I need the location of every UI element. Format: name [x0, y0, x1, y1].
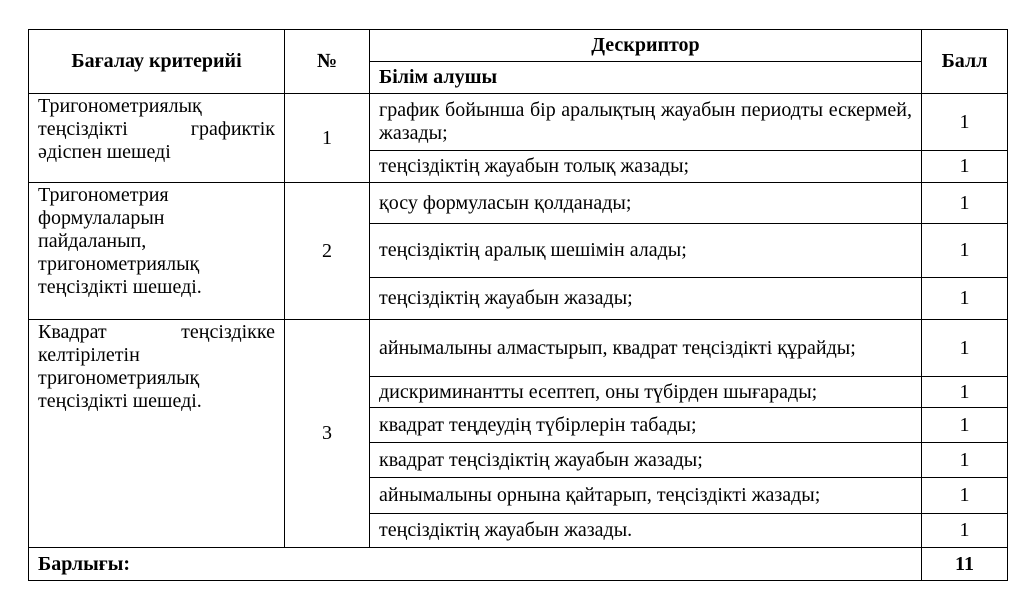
score-cell: 1	[922, 320, 1008, 377]
score-cell: 1	[922, 377, 1008, 408]
criterion-number: 3	[285, 320, 370, 548]
criterion-number: 1	[285, 94, 370, 183]
table-row	[29, 94, 1008, 151]
descriptor-cell: дискриминантты есептеп, оны түбірден шығарады;	[370, 377, 922, 408]
descriptor-cell: график бойынша бір аралықтың жауабын периодты ескермей, жазады;	[370, 94, 922, 151]
descriptor-cell: теңсіздіктің аралық шешімін алады;	[370, 224, 922, 278]
table-row	[29, 320, 1008, 377]
assessment-rubric-table	[28, 29, 1008, 581]
score-cell: 1	[922, 183, 1008, 224]
table-row	[29, 183, 1008, 224]
descriptor-cell: теңсіздіктің жауабын толық жазады;	[370, 151, 922, 183]
descriptor-cell: теңсіздіктің жауабын жазады.	[370, 514, 922, 548]
score-header: Балл	[922, 30, 1008, 94]
header-row	[29, 30, 1008, 62]
number-header: №	[285, 30, 370, 94]
criterion-cell: Тригонометриялық теңсіздікті графиктік әдіспен шешеді	[29, 94, 285, 183]
descriptor-cell: қосу формуласын қолданады;	[370, 183, 922, 224]
descriptor-header: Дескриптор	[370, 30, 922, 62]
criterion-cell: Тригонометрия формулаларын пайдаланып, тригонометриялық теңсіздікті шешеді.	[29, 183, 285, 320]
total-row	[29, 548, 1008, 581]
criterion-header: Бағалау критерийі	[29, 30, 285, 94]
descriptor-cell: айнымалыны орнына қайтарып, теңсіздікті жазады;	[370, 478, 922, 514]
descriptor-cell: квадрат теңдеудің түбірлерін табады;	[370, 408, 922, 443]
total-value: 11	[922, 548, 1008, 581]
descriptor-cell: квадрат теңсіздіктің жауабын жазады;	[370, 443, 922, 478]
score-cell: 1	[922, 224, 1008, 278]
score-cell: 1	[922, 278, 1008, 320]
descriptor-cell: теңсіздіктің жауабын жазады;	[370, 278, 922, 320]
score-cell: 1	[922, 478, 1008, 514]
score-cell: 1	[922, 443, 1008, 478]
total-label: Барлығы:	[29, 548, 922, 581]
score-cell: 1	[922, 514, 1008, 548]
criterion-number: 2	[285, 183, 370, 320]
descriptor-subheader: Білім алушы	[370, 62, 922, 94]
score-cell: 1	[922, 94, 1008, 151]
descriptor-cell: айнымалыны алмастырып, квадрат теңсіздікті құрайды;	[370, 320, 922, 377]
criterion-cell: Квадрат теңсіздікке келтірілетін тригонометриялық теңсіздікті шешеді.	[29, 320, 285, 548]
score-cell: 1	[922, 151, 1008, 183]
score-cell: 1	[922, 408, 1008, 443]
